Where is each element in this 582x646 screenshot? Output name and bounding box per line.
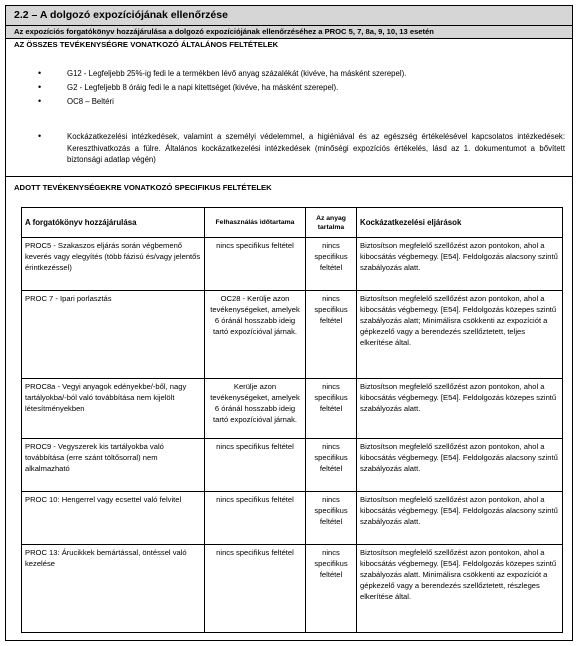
table-row: [22, 439, 563, 492]
proc-cell: PROC 7 - Ipari porlasztás: [22, 291, 205, 379]
bullet-icon: •: [38, 131, 42, 141]
column-header: Kockázatkezelési eljárások: [357, 208, 563, 238]
rmm-cell: Biztosítson megfelelő szellőzést azon pontokon, ahol a kibocsátás végbemegy. [E54]. Feldolgozás közepes szintű szabályozás alatt.: [357, 379, 563, 439]
rmm-cell: Biztosítson megfelelő szellőzést azon pontokon, ahol a kibocsátás végbemegy. [E54]. Feldolgozás közepes szintű szabályozás alatt. Minimálisra csökkenti az expozíciót a gépkezelő vagy a berendezés szellőztetett, részleges elkerítése által.: [357, 545, 563, 633]
content-cell: nincs specifikus feltétel: [306, 492, 357, 545]
rmm-cell: Biztosítson megfelelő szellőzést azon pontokon, ahol a kibocsátás végbemegy. [E54]. Feldolgozás közepes szintű szabályozás alatt; Minimálisra csökkenti az expozíciót a gépkezelő vagy a berendezés szellőztetett, teljes elkerítése által.: [357, 291, 563, 379]
content-cell: nincs specifikus feltétel: [306, 291, 357, 379]
table-row: [22, 379, 563, 439]
rmm-cell: Biztosítson megfelelő szellőzést azon pontokon, ahol a kibocsátás végbemegy. [E54]. Feldolgozás alacsony szintű szabályozás alatt.: [357, 439, 563, 492]
proc-cell: PROC 13: Árucikkek bemártással, öntéssel való kezelése: [22, 545, 205, 633]
general-bullet-item: [38, 96, 557, 107]
column-header: A forgatókönyv hozzájárulása: [22, 208, 205, 238]
specific-conditions-table: [21, 207, 563, 633]
duration-cell: nincs specifikus feltétel: [205, 492, 306, 545]
risk-measures-paragraph: [38, 131, 565, 166]
proc-cell: PROC 10: Hengerrel vagy ecsettel való felvitel: [22, 492, 205, 545]
table-row: [22, 545, 563, 633]
section-subtitle: Az expozíciós forgatókönyv hozzájárulása a dolgozó expozíciójának ellenőrzéséhez a PROC 5, 7, 8a, 9, 10, 13 esetén: [6, 26, 572, 39]
duration-cell: OC28 - Kerülje azon tevékenységeket, amelyek 6 óránál hosszabb ideig tartó expozícióval járnak.: [205, 291, 306, 379]
table-row: [22, 492, 563, 545]
content-cell: nincs specifikus feltétel: [306, 379, 357, 439]
bullet-icon: •: [38, 82, 42, 92]
duration-cell: nincs specifikus feltétel: [205, 439, 306, 492]
general-bullet-item: [38, 68, 557, 79]
section-divider: [6, 176, 572, 177]
bullet-icon: •: [38, 96, 42, 106]
general-bullet-text: G2 - Legfeljebb 8 óráig fedi le a napi kitettséget (kivéve, ha másként szerepel).: [67, 83, 339, 92]
table-row: [22, 291, 563, 379]
bullet-icon: •: [38, 68, 42, 78]
content-cell: nincs specifikus feltétel: [306, 439, 357, 492]
specific-conditions-heading: ADOTT TEVÉKENYSÉGEKRE VONATKOZÓ SPECIFIKUS FELTÉTELEK: [14, 183, 272, 192]
proc-cell: PROC8a - Vegyi anyagok edényekbe/-ből, nagy tartályokba/-ból való továbbítása nem kijelölt létesítményekben: [22, 379, 205, 439]
proc-cell: PROC9 - Vegyszerek kis tartályokba való továbbítása (erre szánt töltősorral) nem alkalmazható: [22, 439, 205, 492]
column-header: Az anyag tartalma: [306, 208, 357, 238]
general-bullet-text: G12 - Legfeljebb 25%-ig fedi le a termékben lévő anyag százalékát (kivéve, ha másként szerepel).: [67, 69, 407, 78]
document-page: [5, 5, 573, 641]
column-header: Felhasználás időtartama: [205, 208, 306, 238]
duration-cell: nincs specifikus feltétel: [205, 545, 306, 633]
risk-measures-text: Kockázatkezelési intézkedések, valamint a személyi védelemmel, a higiéniával és az egészség értékelésével kapcsolatos intézkedések: Kereszthivatkozás a fülre. Általános kockázatkezelési intézkedések (minőségi expozíciós értékelés, lásd az 1. dokumentumot a bővített biztonsági adatlap végén): [67, 132, 565, 164]
general-bullet-item: [38, 82, 557, 93]
table-header-row: [22, 208, 563, 238]
table-row: [22, 238, 563, 291]
rmm-cell: Biztosítson megfelelő szellőzést azon pontokon, ahol a kibocsátás végbemegy. [E54]. Feldolgozás alacsony szintű szabályozás alatt.: [357, 492, 563, 545]
section-title: 2.2 – A dolgozó expozíciójának ellenőrzése: [6, 6, 572, 26]
proc-cell: PROC5 - Szakaszos eljárás során végbemenő keverés vagy elegyítés (több fázisú és/vagy jelentős érintkezéssel): [22, 238, 205, 291]
duration-cell: nincs specifikus feltétel: [205, 238, 306, 291]
general-conditions-heading: AZ ÖSSZES TEVÉKENYSÉGRE VONATKOZÓ ÁLTALÁNOS FELTÉTELEK: [14, 40, 279, 49]
duration-cell: Kerülje azon tevékenységeket, amelyek 6 óránál hosszabb ideig tartó expozícióval járnak.: [205, 379, 306, 439]
content-cell: nincs specifikus feltétel: [306, 545, 357, 633]
content-cell: nincs specifikus feltétel: [306, 238, 357, 291]
general-bullet-text: OC8 – Beltéri: [67, 97, 114, 106]
rmm-cell: Biztosítson megfelelő szellőzést azon pontokon, ahol a kibocsátás végbemegy. [E54]. Feldolgozás alacsony szintű szabályozás alatt.: [357, 238, 563, 291]
